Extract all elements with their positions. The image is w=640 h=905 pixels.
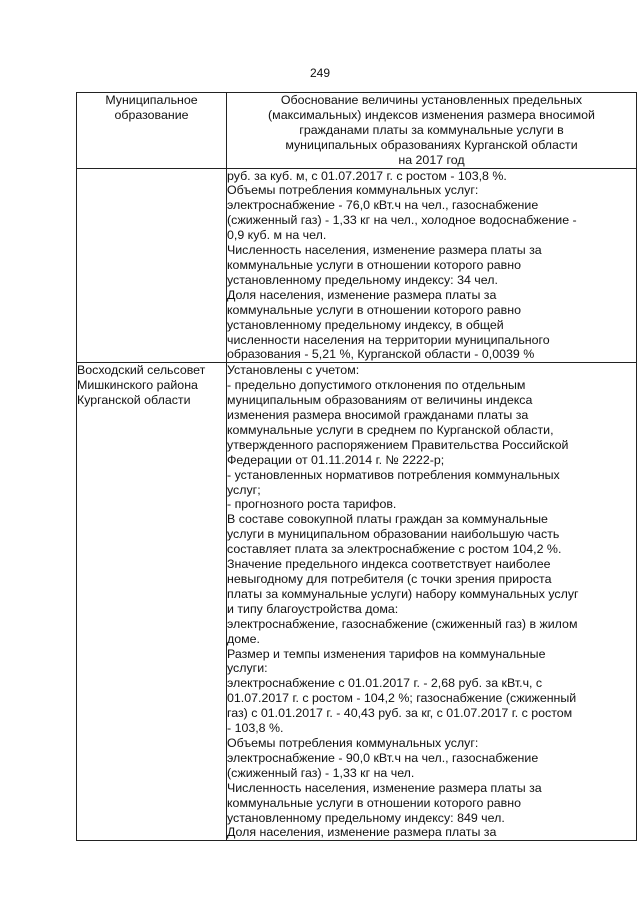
text-line: электроснабжение - 90,0 кВт.ч на чел., газоснабжение bbox=[227, 750, 539, 765]
text-line: коммунальные услуги в отношении которого равно bbox=[227, 257, 521, 272]
text-line: - 103,8 %. bbox=[227, 721, 284, 736]
header-line: гражданами платы за коммунальные услуги в bbox=[299, 122, 564, 137]
text-line: доме. bbox=[227, 631, 260, 646]
text-line: составляет плата за электроснабжение с ростом 104,2 %. bbox=[227, 542, 562, 557]
text-line: В составе совокупной платы граждан за коммунальные bbox=[227, 512, 548, 527]
municipality-cell bbox=[77, 363, 227, 841]
text-line: утвержденного распоряжением Правительства Российской bbox=[227, 437, 569, 452]
municipality-cell bbox=[77, 168, 227, 363]
page-number: 249 bbox=[309, 66, 331, 80]
text-line: Значение предельного индекса соответствует наиболее bbox=[227, 557, 551, 572]
header-municipality bbox=[77, 93, 227, 169]
text-line: установленному предельному индексу, в общей bbox=[227, 317, 504, 332]
text-line: (сжиженный газ) - 1,33 кг на чел. bbox=[227, 765, 415, 780]
text-line: Численность населения, изменение размера платы за bbox=[227, 243, 542, 258]
header-justification bbox=[227, 93, 637, 169]
text-line: невыгодному для потребителя (с точки зрения прироста bbox=[227, 572, 552, 586]
municipality-name-line: Курганской области bbox=[77, 393, 191, 408]
table-row bbox=[77, 168, 637, 363]
table-row bbox=[77, 363, 637, 841]
text-line: Федерации от 01.11.2014 г. № 2222-р; bbox=[227, 452, 445, 467]
justification-cell bbox=[227, 363, 637, 841]
text-line: Установлены с учетом: bbox=[227, 363, 360, 378]
text-line: изменения размера вносимой гражданами платы за bbox=[227, 408, 529, 423]
text-line: 0,9 куб. м на чел. bbox=[227, 228, 327, 243]
text-line: установленному предельному индексу: 849 чел. bbox=[227, 810, 505, 825]
text-line: услуг; bbox=[227, 482, 261, 497]
header-line: на 2017 год bbox=[398, 152, 465, 167]
municipality-name-line: Восходский сельсовет bbox=[77, 363, 206, 378]
text-line: Размер и темпы изменения тарифов на коммунальные bbox=[227, 646, 546, 661]
text-line: образования - 5,21 %, Курганской области - 0,0039 % bbox=[227, 347, 535, 362]
header-line: Муниципальное bbox=[105, 93, 198, 107]
text-line: руб. за куб. м, с 01.07.2017 г. с ростом - 103,8 %. bbox=[227, 168, 507, 183]
justification-cell bbox=[227, 168, 637, 363]
text-line: электроснабжение - 76,0 кВт.ч на чел., газоснабжение bbox=[227, 198, 539, 213]
text-line: (сжиженный газ) - 1,33 кг на чел., холодное водоснабжение - bbox=[227, 213, 577, 228]
text-line: Объемы потребления коммунальных услуг: bbox=[227, 735, 479, 750]
header-line: муниципальных образованиях Курганской области bbox=[285, 137, 578, 152]
text-line: - прогнозного роста тарифов. bbox=[227, 497, 397, 512]
text-line: электроснабжение, газоснабжение (сжиженный газ) в жилом bbox=[227, 616, 578, 631]
text-line: Доля населения, изменение размера платы за bbox=[227, 825, 497, 840]
text-line: газ) с 01.01.2017 г. - 40,43 руб. за кг, с 01.07.2017 г. с ростом bbox=[227, 706, 573, 721]
text-line: 01.07.2017 г. с ростом - 104,2 %; газоснабжение (сжиженный bbox=[227, 691, 577, 706]
header-line: образование bbox=[114, 107, 189, 122]
text-line: и типу благоустройства дома: bbox=[227, 601, 399, 616]
text-line: муниципальным образованиям от величины индекса bbox=[227, 393, 533, 408]
text-line: Доля населения, изменение размера платы за bbox=[227, 287, 497, 302]
text-line: коммунальные услуги в среднем по Курганской области, bbox=[227, 422, 554, 437]
text-line: установленному предельному индексу: 34 чел. bbox=[227, 272, 498, 287]
header-line: (максимальных) индексов изменения размера вносимой bbox=[268, 107, 595, 122]
table-header-row bbox=[77, 93, 637, 169]
text-line: - предельно допустимого отклонения по отдельным bbox=[227, 378, 526, 393]
text-line: Объемы потребления коммунальных услуг: bbox=[227, 183, 479, 198]
text-line: коммунальные услуги в отношении которого равно bbox=[227, 795, 521, 810]
justification-table bbox=[76, 92, 637, 841]
text-line: услуги: bbox=[227, 661, 268, 676]
text-line: услуги в муниципальном образовании наибольшую часть bbox=[227, 527, 560, 542]
text-line: Численность населения, изменение размера платы за bbox=[227, 780, 542, 795]
text-line: - установленных нормативов потребления коммунальных bbox=[227, 467, 560, 482]
text-line: численности населения на территории муниципального bbox=[227, 332, 550, 347]
municipality-name-line: Мишкинского района bbox=[77, 378, 198, 393]
header-line: Обоснование величины установленных предельных bbox=[280, 93, 583, 107]
text-line: электроснабжение с 01.01.2017 г. - 2,68 руб. за кВт.ч, с bbox=[227, 676, 543, 691]
text-line: платы за коммунальные услуги) набору коммунальных услуг bbox=[227, 586, 579, 601]
text-line: коммунальные услуги в отношении которого равно bbox=[227, 302, 521, 317]
